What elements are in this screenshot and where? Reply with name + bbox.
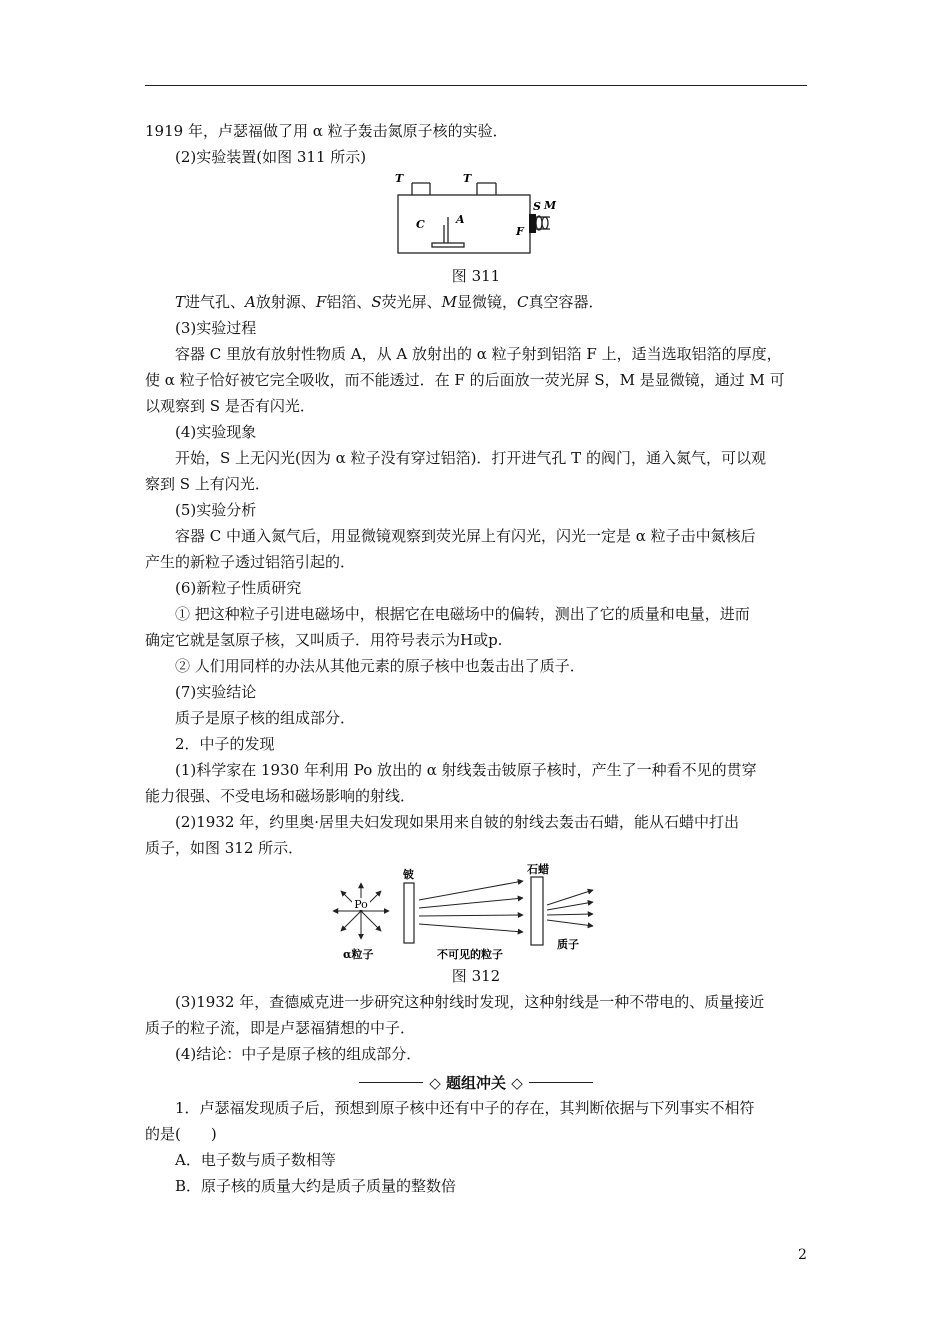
label-po: Po (354, 898, 368, 911)
banner-title: ◇ 题组冲关 ◇ (429, 1073, 523, 1092)
label-alpha-particle: α粒子 (343, 948, 374, 961)
label-C: C (416, 218, 425, 231)
paragraph-line: ② 人们用同样的办法从其他元素的原子核中也轰击出了质子． (175, 657, 585, 675)
paragraph: 1919 年，卢瑟福做了用 α 粒子轰击氮原子核的实验． (145, 122, 508, 140)
subheading: (7)实验结论 (175, 683, 257, 701)
banner-line-right (529, 1082, 593, 1083)
question-line: 1．卢瑟福发现质子后，预想到原子核中还有中子的存在，其判断依据与下列事实不相符 (175, 1099, 755, 1117)
paragraph-line: 使 α 粒子恰好被它完全吸收，而不能透过．在 F 的后面放一荧光屏 S，M 是显微镜，通过 M 可 (145, 371, 785, 389)
figure-311 (145, 173, 807, 263)
paragraph-line: (2)1932 年，约里奥·居里夫妇发现如果用来自铍的射线去轰击石蜡，能从石蜡中打出 (175, 813, 739, 831)
beryllium-plate (404, 883, 414, 943)
apparatus-diagram (386, 173, 566, 263)
label-paraffin: 石蜡 (527, 863, 549, 876)
label-F: F (516, 225, 524, 238)
paragraph-line: 容器 C 里放有放射性物质 A，从 A 放射出的 α 粒子射到铝箔 F 上，适当选取铝箔的厚度， (175, 345, 782, 363)
label-invisible-particle: 不可见的粒子 (437, 948, 503, 961)
invisible-rays (419, 881, 523, 932)
label-T-left: T (395, 173, 404, 185)
option-b: B．原子核的质量大约是质子质量的整数倍 (175, 1177, 457, 1195)
paragraph-line: 质子是原子核的组成部分． (175, 709, 356, 727)
paragraph-line: 质子，如图 312 所示． (145, 839, 304, 857)
paragraph-line: 产生的新粒子透过铝箔引起的． (145, 553, 356, 571)
subheading: (6)新粒子性质研究 (175, 579, 302, 597)
paragraph-line: (4)结论：中子是原子核的组成部分． (175, 1045, 422, 1063)
label-A: A (456, 213, 465, 226)
figure-caption: 图 311 (451, 267, 501, 285)
page-body (145, 118, 807, 1199)
section-heading: 2．中子的发现 (175, 735, 275, 753)
paragraph-line: (3)1932 年，查德威克进一步研究这种射线时发现，这种射线是一种不带电的、质量接近 (175, 993, 765, 1011)
aluminum-foil (529, 214, 536, 233)
source-platform (432, 243, 464, 247)
paragraph-line: 确定它就是氢原子核，又叫质子．用符号表示为H或p. (145, 631, 503, 649)
paragraph-line: 能力很强、不受电场和磁场影响的射线． (145, 787, 416, 805)
label-T-right: T (463, 173, 472, 185)
legend-311: T进气孔、A放射源、F铝箔、S荧光屏、M显微镜，C真空容器． (175, 293, 604, 311)
page-number: 2 (798, 1247, 807, 1263)
figure-312 (145, 863, 807, 963)
paragraph-line: 质子的粒子流，即是卢瑟福猜想的中子． (145, 1019, 416, 1037)
subheading: (4)实验现象 (175, 423, 257, 441)
paragraph-line: ① 把这种粒子引进电磁场中，根据它在电磁场中的偏转，测出了它的质量和电量，进而 (175, 605, 750, 623)
label-proton: 质子 (557, 938, 579, 951)
exercise-banner (145, 1069, 807, 1095)
paragraph-line: 开始，S 上无闪光(因为 α 粒子没有穿过铝箔)．打开进气孔 T 的阀门，通入氮气，可以观 (175, 449, 766, 467)
label-beryllium: 铍 (403, 868, 414, 881)
label-M: M (544, 199, 557, 212)
paragraph-line: 容器 C 中通入氮气后，用显微镜观察到荧光屏上有闪光，闪光一定是 α 粒子击中氮核后 (175, 527, 756, 545)
paragraph-line: (1)科学家在 1930 年利用 Po 放出的 α 射线轰击铍原子核时，产生了一种看不见的贯穿 (175, 761, 757, 779)
subheading: (5)实验分析 (175, 501, 257, 519)
subheading: (3)实验过程 (175, 319, 257, 337)
question-line: 的是( ) (145, 1125, 217, 1143)
banner-line-left (359, 1082, 423, 1083)
proton-rays (547, 890, 593, 926)
paraffin-block (531, 877, 543, 945)
paragraph-line: 以观察到 S 是否有闪光． (145, 397, 315, 415)
alpha-rays (333, 883, 389, 939)
paragraph-line: 察到 S 上有闪光． (145, 475, 270, 493)
subheading: (2)实验装置(如图 311 所示) (175, 148, 367, 166)
figure-caption: 图 312 (451, 967, 501, 985)
header-rule (145, 85, 807, 86)
label-S: S (533, 200, 541, 213)
option-a: A．电子数与质子数相等 (175, 1151, 336, 1169)
neutron-diagram (331, 863, 621, 963)
